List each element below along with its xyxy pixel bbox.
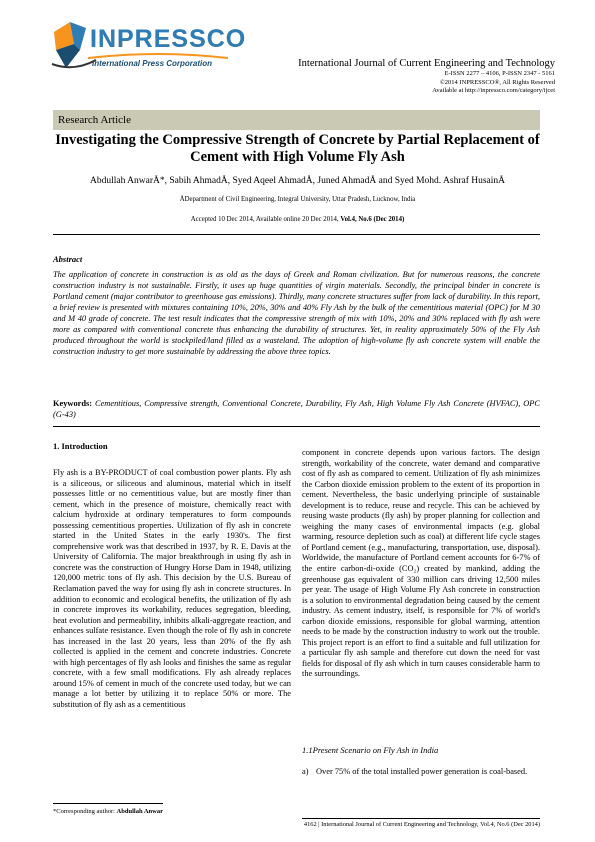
footnote-divider xyxy=(53,803,163,804)
volume-info: Vol.4, No.6 (Dec 2014) xyxy=(340,216,405,223)
list-label: a) xyxy=(302,767,309,776)
body-column-left: Fly ash is a BY-PRODUCT of coal combustion power plants. Fly ash is a siliceous, or siliceous and aluminous, material which in itself possesses little or no cementitious value, but are mostly finer than cement, which in the presence of moisture, chemically react with calcium hydroxide at ordinary temperatures to form compounds possessing cementitious properties. Utilization of fly ash in concrete started in the United States in the early 1930's. The first comprehensive work was that described in 1937, by R. E. Davis at the University of California. The major breakthrough in using fly ash in concrete was the construction of Hungry Horse Dam in 1948, utilizing 120,000 metric tons of fly ash. This decision by the U.S. Bureau of Reclamation paved the way for using fly ash in concrete structures. In addition to economic and ecological benefits, the utilization of fly ash in concrete improves its workability, reduces segregation, bleeding, heat evolution and permeability, inhibits alkali-aggregate reaction, and enhances sulfate resistance. Even though the role of fly ash in concrete has increased in the last 20 years, less than 20% of the fly ash collected is applied in the cement and concrete industries. Concrete with high percentages of fly ash looks and finishes the same as regular concrete, with a few small modifications. Fly ash already replaces around 15% of cement in much of the concrete used today, but we can manage a lot better by utilizing it to replace 50% or more. The substitution of fly ash as a cementitious xyxy=(53,468,291,710)
keywords-text: Cementitious, Compressive strength, Conventional Concrete, Durability, Fly Ash, High Volume Fly Ash Concrete (HVFAC), OPC (G-43) xyxy=(53,399,540,419)
divider xyxy=(53,234,540,235)
footnote xyxy=(53,808,163,815)
journal-issn: E-ISSN 2277 – 4106, P-ISSN 2347 - 5161 xyxy=(444,70,555,77)
abstract-text: The application of concrete in construction is as old as the days of Greek and Roman civilization. But for numerous reasons, the concrete construction industry is not sustainable. Firstly, it uses up huge quantities of virgin materials. Secondly, the principal binder in concrete is Portland cement (major contributor to greenhouse gas emissions). Thirdly, many concrete structures suffer from lack of durability. In this report, a brief review is presented with mixtures containing 10%, 20%, 30% and 40% Fly Ash by the bulk of the cementitious material (OPC) for M 30 and M 40 grade of concrete. The test result indicates that the compressive strength of mix with 10%, 20% and 30% replaced with fly ash were more as compared with conventional concrete thus enhancing the durability of structures. Yet, in reality approximately 50% of the Fly Ash produced throughout the world is stockpiled/land filled as a wasteland. The adoption of high-volume fly ash concrete system will enable the construction industry to get more sustainable by addressing the above three topics. xyxy=(53,270,540,356)
logo-wordmark xyxy=(90,25,246,54)
page-footer: 4162 | International Journal of Current Engineering and Technology, Vol.4, No.6 (Dec 2014) xyxy=(303,821,540,828)
journal-title: International Journal of Current Engineering and Technology xyxy=(298,58,555,69)
footnote-prefix: *Corresponding author: xyxy=(53,808,117,815)
journal-copyright: ©2014 INPRESSCO®, All Rights Reserved xyxy=(439,78,555,86)
footer-divider xyxy=(302,818,540,819)
divider xyxy=(53,426,540,427)
author-list: Abdullah AnwarÅ*, Sabih AhmadÅ, Syed Aqeel AhmadÅ, Juned AhmadÅ and Syed Mohd. Ashraf HusainÅ xyxy=(89,176,506,186)
body-column-right: component in concrete depends upon various factors. The design strength, workability of the concrete, water demand and comparative cost of fly ash as compared to cement. Utilization of fly ash minimizes the Carbon dioxide emission problem to the extent of its proportion in cement. Nevertheless, the basic underlying principle of sustainable development is to reduce, reuse and recycle. This can be achieved by reusing waste products (fly ash) by proper planning for collection and weighing the many cases of environmental impacts (e.g. global warming, resource depletion such as coal) at different life cycle stages of Portland cement (e.g., manufacturing, transportation, use, disposal). Worldwide, the manufacture of Portland cement accounts for 6-7% of the entire carbon-di-oxide (CO₂) created by mankind, adding the greenhouse gas equivalent of 330 million cars driving 12,500 miles per year. The usage of High Volume Fly Ash concrete in construction is a solution to environmental degradation being caused by the cement industry. As cement industry, itself, is responsible for 7% of world's carbon dioxide emissions, responsible for global warming, attention needs to be made by the construction industry to work out the trouble. This project report is an effort to find a suitable and full utilization for a particular fly ash sample and therefore cut down the need for vast fields for disposal of fly ash which in turn causes considerable harm to the surroundings. xyxy=(302,448,540,679)
keywords-label: Keywords: xyxy=(53,399,93,408)
paper-title: Investigating the Compressive Strength of Concrete by Partial Replacement of Cement with High Volume Fly Ash xyxy=(55,132,540,165)
publication-dates xyxy=(55,216,540,223)
journal-url[interactable]: Available at http://inpressco.com/category/ijcet xyxy=(432,87,555,94)
subsection-heading: 1.1Present Scenario on Fly Ash in India xyxy=(302,745,439,755)
list-item xyxy=(302,767,540,778)
keywords xyxy=(53,398,540,420)
logo-tagline: International Press Corporation xyxy=(92,59,213,68)
section-heading: 1. Introduction xyxy=(53,441,108,451)
abstract-heading: Abstract xyxy=(53,254,83,264)
corresponding-author: Abdullah Anwar xyxy=(116,808,163,815)
logo-name: INPRESSCO xyxy=(90,25,247,53)
affiliation: ÅDepartment of Civil Engineering, Integral University, Uttar Pradesh, Lucknow, India xyxy=(179,196,416,203)
journal-info xyxy=(298,58,555,96)
dates-text: Accepted 10 Dec 2014, Available online 20 Dec 2014, xyxy=(190,216,341,223)
list-text: Over 75% of the total installed power generation is coal-based. xyxy=(316,767,528,776)
article-type-bar: Research Article xyxy=(53,110,540,130)
